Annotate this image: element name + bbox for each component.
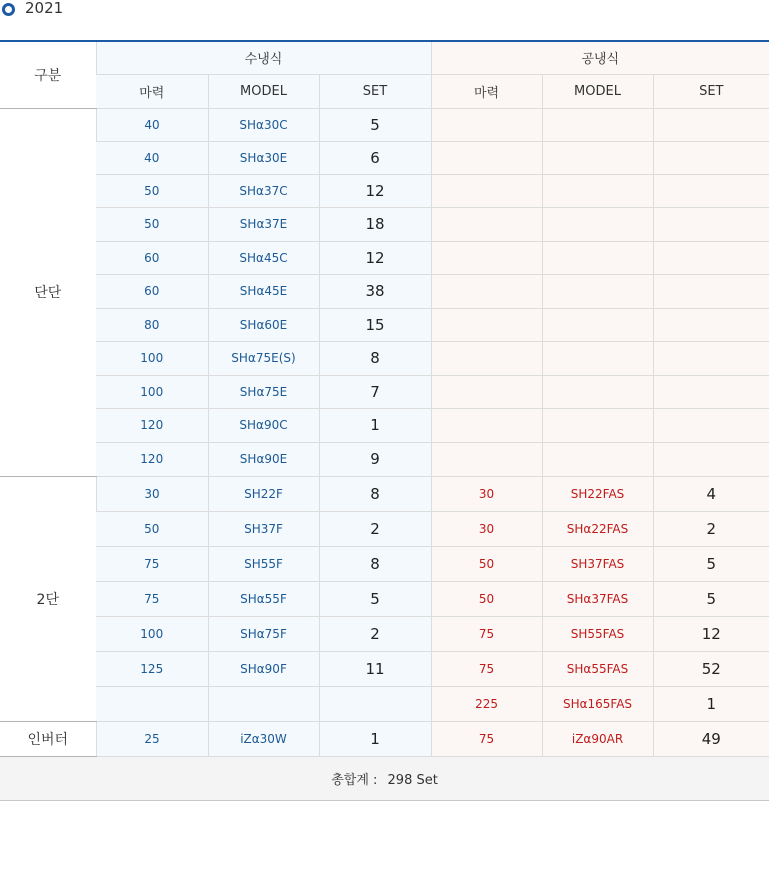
air-hp-cell: 30	[431, 476, 542, 511]
water-model-cell: SHα45C	[208, 241, 319, 274]
air-set-cell	[653, 141, 769, 174]
water-hp-cell: 75	[96, 546, 208, 581]
water-set-cell: 12	[319, 241, 431, 274]
water-hp-cell	[96, 686, 208, 721]
air-set-cell	[653, 442, 769, 476]
air-hp-cell	[431, 141, 542, 174]
water-set-cell: 5	[319, 581, 431, 616]
water-set-cell: 12	[319, 174, 431, 207]
table-row	[0, 174, 769, 207]
water-set-cell: 18	[319, 207, 431, 241]
air-model-cell: SH55FAS	[542, 616, 653, 651]
water-set-cell: 8	[319, 476, 431, 511]
table-row	[0, 686, 769, 721]
air-hp-cell: 75	[431, 721, 542, 756]
water-set-header: SET	[319, 74, 431, 108]
air-hp-cell	[431, 408, 542, 442]
category-cell: 인버터	[0, 721, 96, 756]
air-set-cell	[653, 341, 769, 375]
air-model-cell	[542, 408, 653, 442]
air-hp-cell	[431, 108, 542, 141]
water-set-cell: 1	[319, 408, 431, 442]
water-set-cell: 38	[319, 274, 431, 308]
table-body	[0, 108, 769, 756]
water-model-cell: SHα90E	[208, 442, 319, 476]
air-model-cell: SHα22FAS	[542, 511, 653, 546]
table-row	[0, 341, 769, 375]
air-set-cell	[653, 108, 769, 141]
air-set-cell: 2	[653, 511, 769, 546]
air-set-cell	[653, 308, 769, 341]
air-model-cell: SHα55FAS	[542, 651, 653, 686]
water-set-cell: 6	[319, 141, 431, 174]
water-set-cell: 2	[319, 616, 431, 651]
water-hp-cell: 25	[96, 721, 208, 756]
air-set-cell	[653, 408, 769, 442]
air-hp-cell	[431, 274, 542, 308]
category-cell: 단단	[0, 108, 96, 476]
air-hp-cell: 75	[431, 616, 542, 651]
water-set-cell: 11	[319, 651, 431, 686]
table-row	[0, 546, 769, 581]
water-model-cell: SH55F	[208, 546, 319, 581]
table-row	[0, 274, 769, 308]
water-model-header: MODEL	[208, 74, 319, 108]
water-model-cell: SHα60E	[208, 308, 319, 341]
water-hp-cell: 120	[96, 408, 208, 442]
air-set-cell	[653, 375, 769, 408]
air-model-cell	[542, 308, 653, 341]
table-row	[0, 442, 769, 476]
air-model-cell	[542, 141, 653, 174]
air-hp-cell	[431, 341, 542, 375]
air-set-cell	[653, 207, 769, 241]
circle-bullet-icon	[2, 3, 15, 16]
air-hp-cell	[431, 207, 542, 241]
water-hp-cell: 60	[96, 274, 208, 308]
air-set-header: SET	[653, 74, 769, 108]
water-model-cell: SHα75F	[208, 616, 319, 651]
total-label: 총합계 :	[331, 772, 378, 788]
air-set-cell: 49	[653, 721, 769, 756]
air-hp-cell	[431, 375, 542, 408]
air-model-cell: SHα37FAS	[542, 581, 653, 616]
air-model-cell	[542, 375, 653, 408]
water-hp-cell: 125	[96, 651, 208, 686]
air-hp-cell: 50	[431, 546, 542, 581]
air-model-cell: SHα165FAS	[542, 686, 653, 721]
water-set-cell: 8	[319, 341, 431, 375]
air-model-cell	[542, 108, 653, 141]
table-row	[0, 581, 769, 616]
table-row	[0, 241, 769, 274]
table-row	[0, 721, 769, 756]
table-row	[0, 511, 769, 546]
air-hp-cell	[431, 442, 542, 476]
water-hp-cell: 60	[96, 241, 208, 274]
air-set-cell: 5	[653, 581, 769, 616]
air-hp-cell: 225	[431, 686, 542, 721]
water-hp-cell: 100	[96, 616, 208, 651]
water-model-cell	[208, 686, 319, 721]
water-model-cell: SHα90C	[208, 408, 319, 442]
water-hp-cell: 50	[96, 174, 208, 207]
air-model-cell	[542, 174, 653, 207]
air-hp-cell: 30	[431, 511, 542, 546]
air-hp-cell	[431, 241, 542, 274]
table-row	[0, 141, 769, 174]
year-label: 2021	[25, 0, 64, 17]
water-hp-cell: 30	[96, 476, 208, 511]
total-row	[0, 756, 769, 800]
air-set-cell: 1	[653, 686, 769, 721]
table-row	[0, 108, 769, 141]
water-hp-cell: 75	[96, 581, 208, 616]
water-model-cell: SHα75E(S)	[208, 341, 319, 375]
air-hp-cell	[431, 308, 542, 341]
water-set-cell: 2	[319, 511, 431, 546]
table-row	[0, 207, 769, 241]
water-set-cell	[319, 686, 431, 721]
total-value: 298 Set	[387, 772, 438, 788]
table-row	[0, 308, 769, 341]
water-set-cell: 8	[319, 546, 431, 581]
air-hp-cell: 50	[431, 581, 542, 616]
water-model-cell: SHα37C	[208, 174, 319, 207]
water-model-cell: SH37F	[208, 511, 319, 546]
water-hp-header: 마력	[96, 74, 208, 108]
water-model-cell: SH22F	[208, 476, 319, 511]
category-header: 구분	[0, 41, 96, 108]
water-model-cell: SHα45E	[208, 274, 319, 308]
air-model-cell	[542, 341, 653, 375]
air-model-cell	[542, 207, 653, 241]
air-set-cell	[653, 174, 769, 207]
water-set-cell: 15	[319, 308, 431, 341]
air-cooled-header: 공냉식	[431, 41, 769, 74]
water-set-cell: 7	[319, 375, 431, 408]
air-set-cell: 5	[653, 546, 769, 581]
total-cell	[0, 756, 769, 800]
air-hp-cell: 75	[431, 651, 542, 686]
air-model-header: MODEL	[542, 74, 653, 108]
water-model-cell: SHα30C	[208, 108, 319, 141]
air-set-cell: 12	[653, 616, 769, 651]
air-set-cell	[653, 241, 769, 274]
water-model-cell: SHα90F	[208, 651, 319, 686]
table-row	[0, 616, 769, 651]
air-model-cell	[542, 274, 653, 308]
water-hp-cell: 50	[96, 511, 208, 546]
air-model-cell: SH37FAS	[542, 546, 653, 581]
table-row	[0, 408, 769, 442]
air-set-cell: 52	[653, 651, 769, 686]
water-set-cell: 9	[319, 442, 431, 476]
water-model-cell: iZα30W	[208, 721, 319, 756]
table-row	[0, 476, 769, 511]
water-hp-cell: 40	[96, 108, 208, 141]
water-hp-cell: 50	[96, 207, 208, 241]
air-model-cell: iZα90AR	[542, 721, 653, 756]
year-section-header	[0, 0, 769, 40]
water-model-cell: SHα30E	[208, 141, 319, 174]
water-hp-cell: 120	[96, 442, 208, 476]
water-hp-cell: 40	[96, 141, 208, 174]
air-set-cell: 4	[653, 476, 769, 511]
air-hp-cell	[431, 174, 542, 207]
air-model-cell: SH22FAS	[542, 476, 653, 511]
table-row	[0, 651, 769, 686]
air-model-cell	[542, 442, 653, 476]
water-model-cell: SHα55F	[208, 581, 319, 616]
air-model-cell	[542, 241, 653, 274]
air-set-cell	[653, 274, 769, 308]
water-hp-cell: 100	[96, 375, 208, 408]
water-model-cell: SHα75E	[208, 375, 319, 408]
air-hp-header: 마력	[431, 74, 542, 108]
water-set-cell: 5	[319, 108, 431, 141]
water-hp-cell: 80	[96, 308, 208, 341]
water-model-cell: SHα37E	[208, 207, 319, 241]
water-set-cell: 1	[319, 721, 431, 756]
water-cooled-header: 수냉식	[96, 41, 431, 74]
category-cell: 2단	[0, 476, 96, 721]
equipment-table	[0, 40, 769, 801]
water-hp-cell: 100	[96, 341, 208, 375]
table-row	[0, 375, 769, 408]
